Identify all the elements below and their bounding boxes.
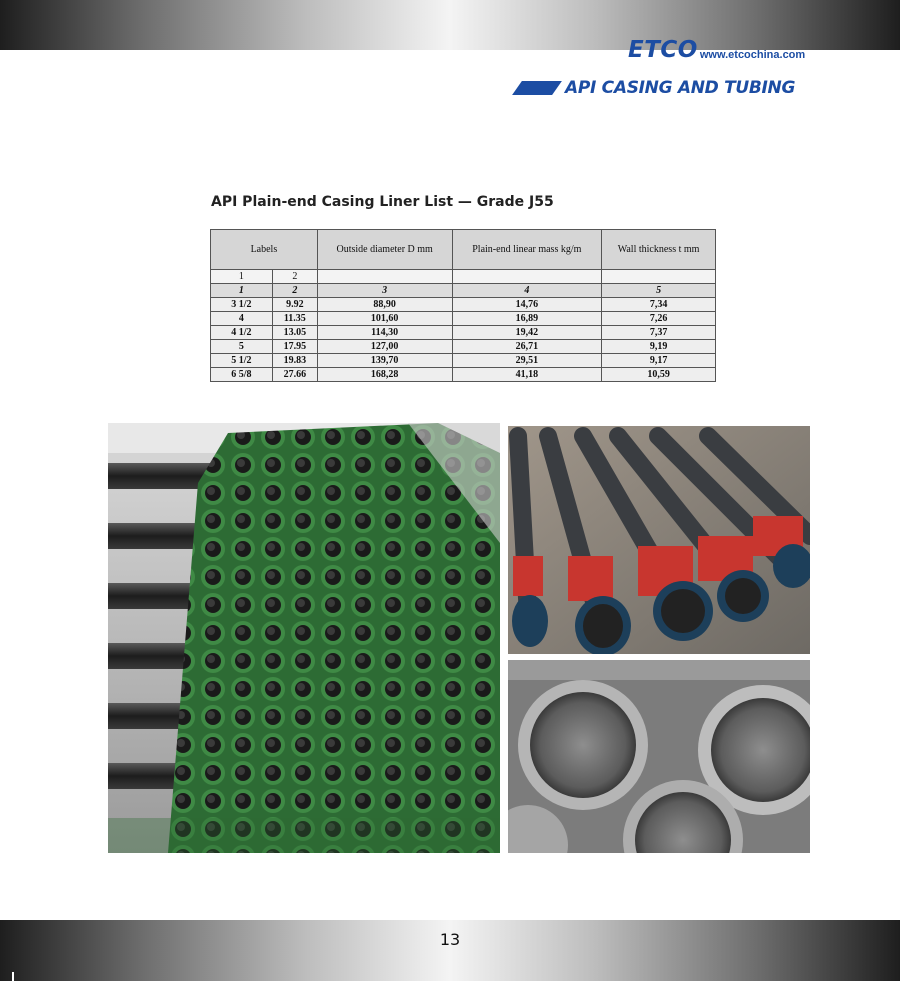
table-cell: 4 — [211, 312, 273, 326]
table-row — [211, 298, 716, 312]
table-cell: 29,51 — [452, 354, 602, 368]
column-index-row — [211, 284, 716, 298]
table-cell: 19,42 — [452, 326, 602, 340]
table-row — [211, 326, 716, 340]
section-bar-icon — [512, 81, 562, 95]
table-title: API Plain-end Casing Liner List — Grade J55 — [211, 194, 554, 210]
label-cell: 1 — [211, 270, 273, 284]
table-cell: 9,17 — [602, 354, 716, 368]
index-cell: 1 — [211, 284, 273, 298]
header-outside-diameter: Outside diameter D mm — [317, 230, 452, 270]
table-cell: 9.92 — [272, 298, 317, 312]
section-heading — [517, 78, 795, 98]
casing-spec-table — [210, 229, 716, 382]
index-cell: 3 — [317, 284, 452, 298]
table-cell: 4 1/2 — [211, 326, 273, 340]
table-cell: 114,30 — [317, 326, 452, 340]
red-casing-image — [508, 426, 810, 654]
table-row — [211, 340, 716, 354]
table-cell: 26,71 — [452, 340, 602, 354]
table-cell: 7,37 — [602, 326, 716, 340]
table-cell: 101,60 — [317, 312, 452, 326]
table-row — [211, 368, 716, 382]
header-wall-thickness: Wall thickness t mm — [602, 230, 716, 270]
index-cell: 2 — [272, 284, 317, 298]
table-cell: 127,00 — [317, 340, 452, 354]
brand-url: www.etcochina.com — [699, 49, 806, 61]
table-cell: 16,89 — [452, 312, 602, 326]
table-cell: 27.66 — [272, 368, 317, 382]
table-cell: 17.95 — [272, 340, 317, 354]
table-cell: 7,34 — [602, 298, 716, 312]
table-cell: 10,59 — [602, 368, 716, 382]
brand-name: ETCO — [628, 37, 698, 63]
table-header-row — [211, 230, 716, 270]
table-row — [211, 312, 716, 326]
plain-end-pipe-photo — [508, 660, 810, 853]
index-cell: 5 — [602, 284, 716, 298]
header-linear-mass: Plain-end linear mass kg/m — [452, 230, 602, 270]
brand-logo — [628, 36, 805, 62]
table-cell: 19.83 — [272, 354, 317, 368]
table-cell: 6 5/8 — [211, 368, 273, 382]
label-subheader-row — [211, 270, 716, 284]
table-cell: 41,18 — [452, 368, 602, 382]
table-cell: 3 1/2 — [211, 298, 273, 312]
label-cell: 2 — [272, 270, 317, 284]
stacked-casing-image — [108, 423, 500, 853]
table-cell: 13.05 — [272, 326, 317, 340]
page-number: 13 — [439, 930, 461, 949]
table-cell: 9,19 — [602, 340, 716, 354]
table-cell: 139,70 — [317, 354, 452, 368]
header-labels: Labels — [211, 230, 318, 270]
table-row — [211, 354, 716, 368]
table-cell: 5 1/2 — [211, 354, 273, 368]
table-cell: 11.35 — [272, 312, 317, 326]
corner-mark — [12, 972, 14, 981]
table-cell: 14,76 — [452, 298, 602, 312]
table-cell: 7,26 — [602, 312, 716, 326]
section-title: API CASING AND TUBING — [565, 78, 796, 98]
table-cell: 88,90 — [317, 298, 452, 312]
stacked-casing-photo — [108, 423, 500, 853]
table-cell: 5 — [211, 340, 273, 354]
index-cell: 4 — [452, 284, 602, 298]
table-cell: 168,28 — [317, 368, 452, 382]
plain-pipe-image — [508, 660, 810, 853]
red-coupled-casing-photo — [508, 426, 810, 654]
